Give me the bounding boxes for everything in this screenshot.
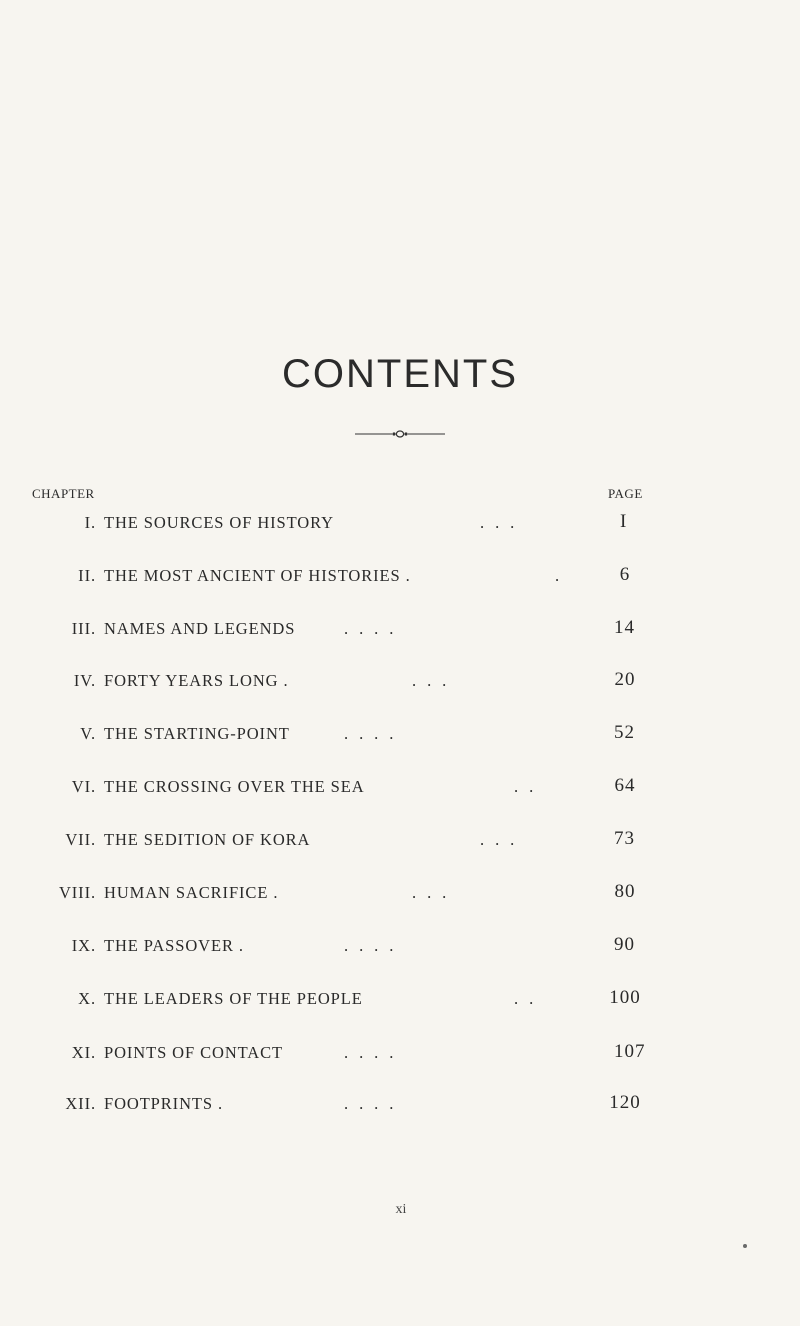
page-number: 107 xyxy=(614,1041,646,1062)
chapter-title: NAMES AND LEGENDS xyxy=(104,619,296,638)
toc-entry xyxy=(0,989,800,1019)
toc-entry xyxy=(0,936,800,966)
chapter-number: IV. xyxy=(73,671,96,690)
chapter-title: POINTS OF CONTACT xyxy=(104,1043,283,1062)
toc-entry xyxy=(0,1043,800,1073)
chapter-number: VII. xyxy=(65,830,96,849)
chapter-title: THE CROSSING OVER THE SEA xyxy=(104,777,365,796)
page-number: 14 xyxy=(614,617,635,638)
ornament-divider xyxy=(355,428,445,440)
chapter-number: III. xyxy=(71,619,96,638)
ink-speck xyxy=(743,1244,747,1248)
dot-leader: . . . xyxy=(412,883,448,902)
toc-entry xyxy=(0,883,800,913)
page-number: 6 xyxy=(619,564,631,585)
dot-leader: . . . xyxy=(480,830,516,849)
chapter-title: FORTY YEARS LONG . xyxy=(104,671,289,690)
toc-entry xyxy=(0,513,800,543)
chapter-number: IX. xyxy=(71,936,96,955)
page-folio: xi xyxy=(395,1202,407,1217)
page-number: 100 xyxy=(609,987,641,1008)
page-number: 90 xyxy=(614,934,635,955)
chapter-number: VI. xyxy=(71,777,96,796)
dot-leader: . . xyxy=(514,777,535,796)
dot-leader: . xyxy=(555,566,561,585)
chapter-title: THE MOST ANCIENT OF HISTORIES . xyxy=(104,566,411,585)
page-number: I xyxy=(620,511,628,532)
chapter-title: THE SOURCES OF HISTORY xyxy=(104,513,334,532)
dot-leader: . . . . xyxy=(344,1094,395,1113)
chapter-title: THE SEDITION OF KORA xyxy=(104,830,311,849)
page-number: 80 xyxy=(614,881,636,902)
toc-entry xyxy=(0,566,800,596)
chapter-column-header: CHAPTER xyxy=(32,486,95,501)
page-number: 120 xyxy=(609,1092,641,1113)
chapter-title: THE STARTING-POINT xyxy=(104,724,290,743)
page-number: 20 xyxy=(614,669,636,690)
dot-leader: . . . . xyxy=(344,724,395,743)
toc-entry xyxy=(0,724,800,754)
dot-leader: . . . . xyxy=(344,619,395,638)
chapter-number: II. xyxy=(78,566,96,585)
chapter-title: THE PASSOVER . xyxy=(104,936,244,955)
dot-leader: . . . xyxy=(480,513,516,532)
dot-leader: . . . . xyxy=(344,936,395,955)
page-number: 64 xyxy=(614,775,636,796)
chapter-number: VIII. xyxy=(58,883,96,902)
chapter-title: THE LEADERS OF THE PEOPLE xyxy=(104,989,363,1008)
page-column-header: PAGE xyxy=(608,486,643,501)
toc-entry xyxy=(0,777,800,807)
dot-leader: . . xyxy=(514,989,535,1008)
toc-entry xyxy=(0,671,800,701)
chapter-number: X. xyxy=(78,989,96,1008)
toc-entry xyxy=(0,619,800,649)
chapter-title: HUMAN SACRIFICE . xyxy=(104,883,279,902)
page-number: 73 xyxy=(614,828,635,849)
chapter-number: I. xyxy=(84,513,96,532)
chapter-number: XI. xyxy=(71,1043,96,1062)
page-title: CONTENTS xyxy=(282,352,518,396)
toc-entry xyxy=(0,1094,800,1124)
chapter-number: V. xyxy=(80,724,96,743)
dot-leader: . . . xyxy=(412,671,448,690)
chapter-title: FOOTPRINTS . xyxy=(104,1094,223,1113)
page-number: 52 xyxy=(614,722,635,743)
chapter-number: XII. xyxy=(65,1094,96,1113)
toc-entry xyxy=(0,830,800,860)
dot-leader: . . . . xyxy=(344,1043,395,1062)
